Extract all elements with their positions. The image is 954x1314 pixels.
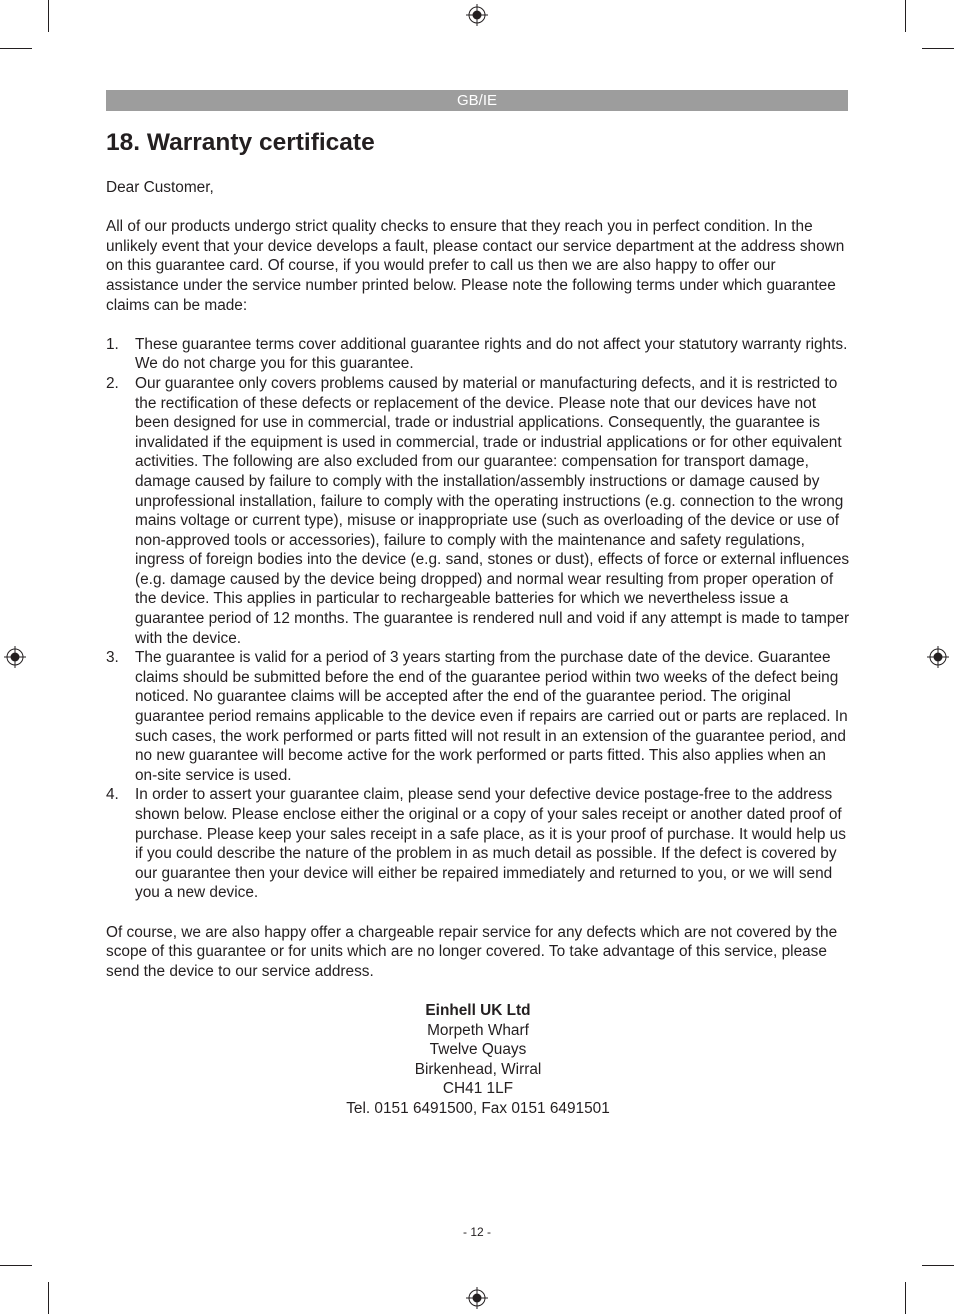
warranty-section — [106, 126, 850, 1119]
list-item — [106, 648, 850, 785]
crop-mark — [922, 1265, 954, 1266]
contact-numbers: Tel. 0151 6491500, Fax 0151 6491501 — [346, 1099, 610, 1117]
crop-mark — [905, 0, 906, 32]
region-header: GB/IE — [106, 90, 848, 111]
postcode: CH41 1LF — [442, 1080, 514, 1098]
company-name: Einhell UK Ltd — [425, 1001, 531, 1019]
salutation: Dear Customer, — [106, 179, 214, 196]
list-item — [106, 785, 850, 903]
crop-mark — [905, 1282, 906, 1314]
list-item-text: These guarantee terms cover additional guarantee rights and do not affect your statutory warranty rights. We do not charge you for this guarantee. — [135, 335, 848, 373]
list-item-text: Our guarantee only covers problems caused by material or manufacturing defects, and it is restricted to the rectification of these defects or replacement of the device. Please note that our devices have not been designed for use in commercial, trade or industrial applications. Consequently, the guarantee is invalidated if the equipment is used in commercial, trade or industrial applications or for other equivalent activities. The following are also excluded from our guarantee: compensation for transport damage, damage caused by failure to comply with the installation/assembly instructions or damage caused by unprofessional installation, failure to comply with the operating instructions (e.g. connection to the wrong mains voltage or current type), misuse or inappropriate use (such as overloading of the device or use of non-approved tools or accessories), failure to comply with the maintenance and safety regulations, ingress of foreign bodies into the device (e.g. sand, stones or dust), effects of force or external influences (e.g. damage caused by the device being dropped) and normal wear resulting from proper operation of the device. This applies in particular to rechargeable batteries for which we nevertheless issue a guarantee period of 12 months. The guarantee is rendered null and void if any attempt is made to tamper with the device. — [135, 374, 850, 647]
list-item — [106, 374, 850, 648]
crop-mark — [0, 1265, 32, 1266]
list-item — [106, 335, 850, 374]
service-address — [106, 1001, 850, 1119]
page-title: 18. Warranty certificate — [106, 129, 375, 156]
crop-mark — [48, 1282, 49, 1314]
closing-paragraph: Of course, we are also happy offer a chargeable repair service for any defects which are not covered by the scope of this guarantee or for units which are no longer covered. To take advantage of this service, please send the device to our service address. — [106, 923, 838, 980]
terms-list — [106, 335, 850, 903]
crop-mark — [0, 48, 32, 49]
intro-paragraph: All of our products undergo strict quality checks to ensure that they reach you in perfect condition. In the unlikely event that your device develops a fault, please contact our service department at the address shown on this guarantee card. Of course, if you would prefer to call us then we are also happy to offer our assistance under the service number printed below. Please note the following terms under which guarantee claims can be made: — [106, 218, 845, 314]
list-item-number: 1. — [106, 335, 119, 353]
list-item-number: 3. — [106, 649, 119, 667]
list-item-text: The guarantee is valid for a period of 3 years starting from the purchase date of the device. Guarantee claims should be submitted before the end of the guarantee period within two weeks of the defect being noticed. No guarantee claims will be accepted after the end of the guarantee period. The original guarantee period remains applicable to the device even if repairs are carried out or parts are replaced. In such cases, the work performed or parts fitted will not result in an extension of the guarantee period, and no new guarantee will become active for the work performed or parts fitted. This also applies when an on-site service is used. — [135, 649, 848, 784]
address-line: Morpeth Wharf — [427, 1021, 529, 1039]
list-item-text: In order to assert your guarantee claim, please send your defective device postage-free to the address shown below. Please enclose either the original or a copy of your sales receipt or another dated proof of purchase. Please keep your sales receipt in a safe place, as it is your proof of purchase. It would help us if you could describe the nature of the problem in as much detail as possible. If the defect is covered by our guarantee then your device will either be repaired immediately and returned to you, or we will send you a new device. — [135, 786, 846, 902]
registration-mark-icon — [927, 646, 949, 668]
crop-mark — [922, 48, 954, 49]
page-number: - 12 - — [462, 1225, 491, 1239]
address-line: Birkenhead, Wirral — [414, 1060, 542, 1078]
crop-mark — [48, 0, 49, 32]
registration-mark-icon — [466, 4, 488, 26]
list-item-number: 2. — [106, 374, 119, 392]
registration-mark-icon — [4, 646, 26, 668]
list-item-number: 4. — [106, 786, 119, 804]
registration-mark-icon — [466, 1287, 488, 1309]
address-line: Twelve Quays — [429, 1041, 527, 1059]
